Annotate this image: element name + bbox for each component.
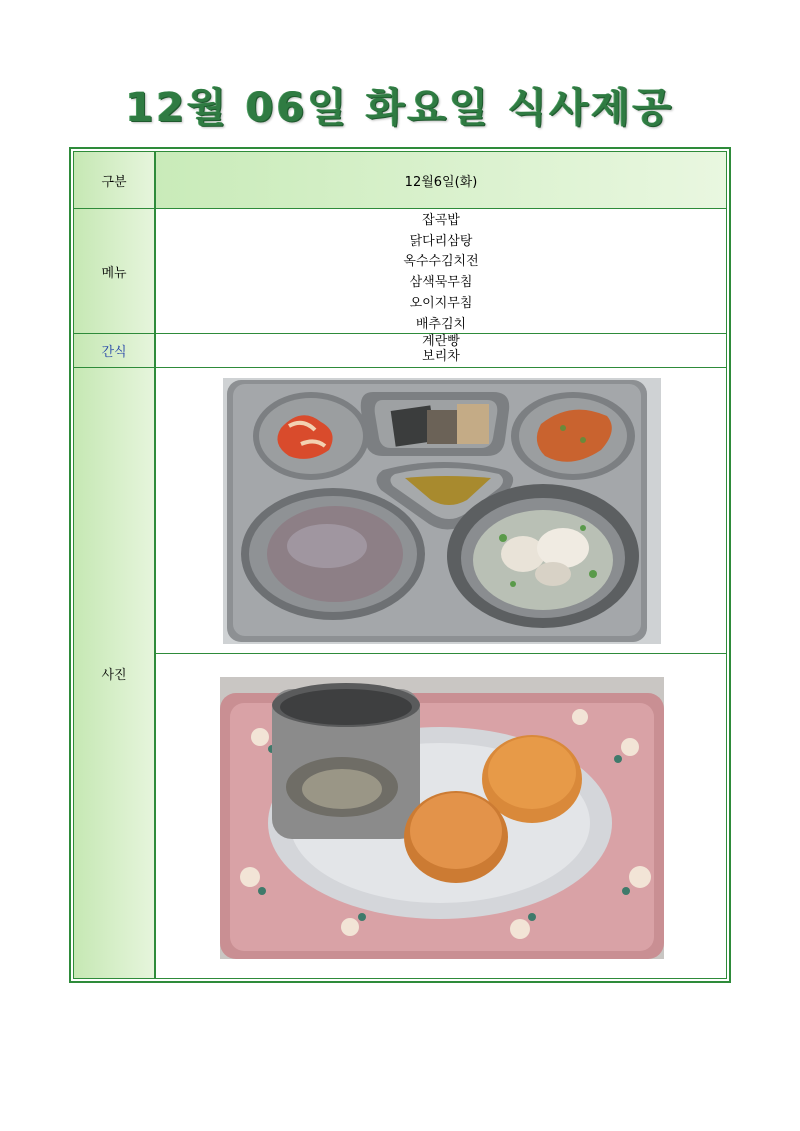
snack-photo bbox=[220, 677, 664, 959]
menu-row bbox=[74, 209, 726, 334]
snack-list bbox=[156, 334, 726, 367]
lunch-tray-photo bbox=[223, 378, 661, 644]
menu-item: 삼색묵무침 bbox=[409, 275, 473, 291]
snack-item: 보리차 bbox=[422, 349, 460, 364]
menu-item: 옥수수김치전 bbox=[403, 254, 479, 270]
menu-list bbox=[156, 209, 726, 333]
photo-row bbox=[74, 368, 726, 978]
photo-cell bbox=[156, 368, 726, 978]
snack-item: 계란빵 bbox=[422, 334, 460, 349]
menu-item: 닭다리삼탕 bbox=[409, 233, 473, 249]
menu-label: 메뉴 bbox=[74, 209, 156, 333]
meal-table bbox=[69, 147, 731, 983]
date-cell: 12월6일(화) bbox=[156, 152, 726, 208]
menu-item: 잡곡밥 bbox=[422, 213, 460, 228]
photo-label: 사진 bbox=[74, 368, 156, 978]
menu-item: 배추김치 bbox=[415, 316, 467, 332]
page-title: 12월 06일 화요일 식사제공 bbox=[125, 85, 675, 131]
photo-divider bbox=[156, 653, 726, 654]
header-label: 구분 bbox=[74, 152, 156, 208]
snack-label: 간식 bbox=[74, 334, 156, 367]
snack-row bbox=[74, 334, 726, 368]
menu-item: 오이지무침 bbox=[409, 295, 473, 311]
header-row bbox=[74, 152, 726, 209]
